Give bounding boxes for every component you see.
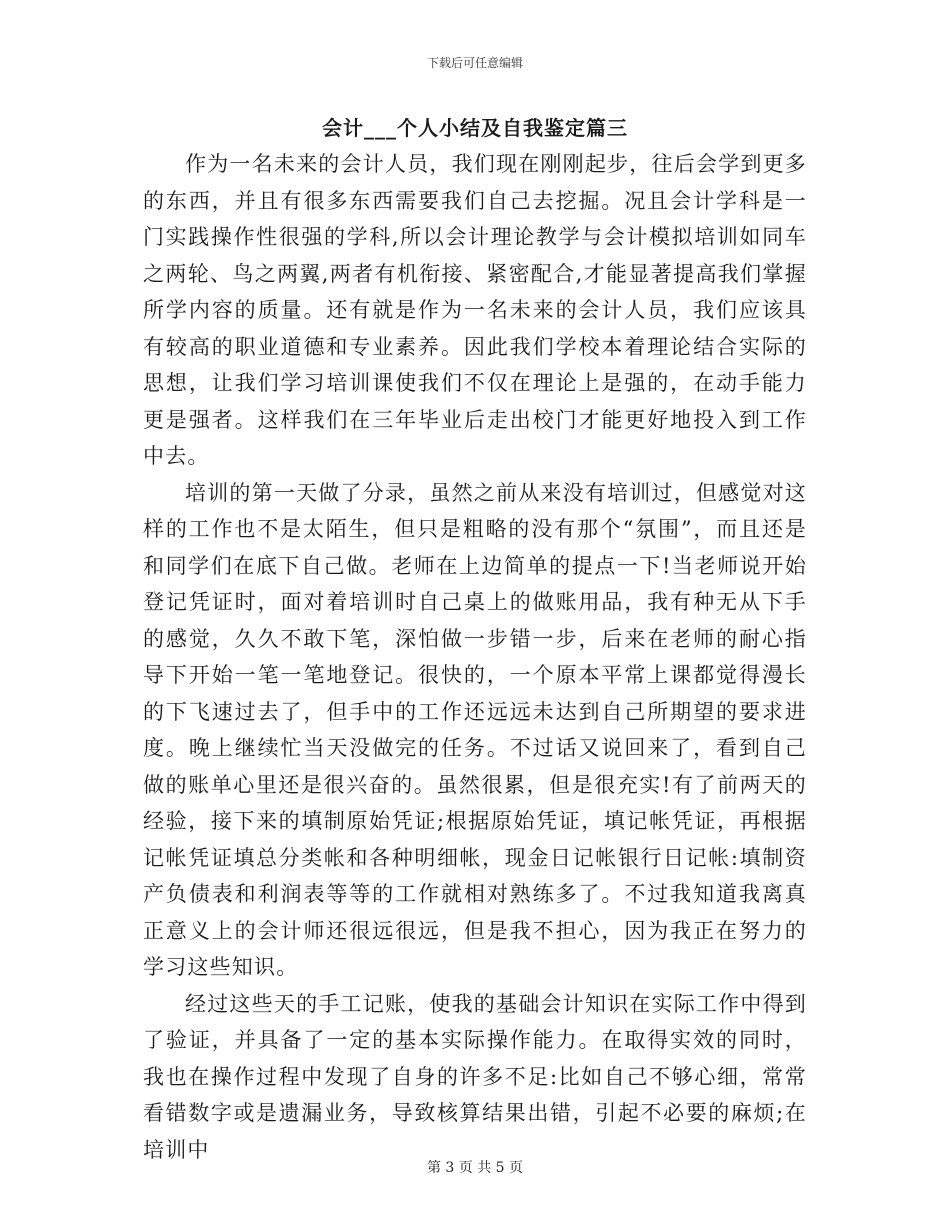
page-header: 下载后可任意编辑 [426,56,523,70]
document-body [143,146,807,1168]
paragraph-3: 经过这些天的手工记账，使我的基础会计知识在实际工作中得到了验证，并具备了一定的基本实际操作能力。在取得实效的同时，我也在操作过程中发现了自身的许多不足:比如自己不够心细，常常看错数字或是遗漏业务，导致核算结果出错，引起不必要的麻烦;在培训中 [143,991,807,1162]
paragraph-1: 作为一名未来的会计人员，我们现在刚刚起步，往后会学到更多的东西，并且有很多东西需要我们自己去挖掘。况且会计学科是一门实践操作性很强的学科,所以会计理论教学与会计模拟培训如同车之两轮、鸟之两翼,两者有机衔接、紧密配合,才能显著提高我们掌握所学内容的质量。还有就是作为一名未来的会计人员，我们应该具有较高的职业道德和专业素养。因此我们学校本着理论结合实际的思想，让我们学习培训课使我们不仅在理论上是强的，在动手能力更是强者。这样我们在三年毕业后走出校门才能更好地投入到工作中去。 [143,152,807,468]
document-title: 会计___个人小结及自我鉴定篇三 [322,116,628,140]
paragraph-2: 培训的第一天做了分录，虽然之前从来没有培训过，但感觉对这样的工作也不是太陌生，但只是粗略的没有那个“氛围”，而且还是和同学们在底下自己做。老师在上边简单的提点一下!当老师说开始登记凭证时，面对着培训时自己桌上的做账用品，我有种无从下手的感觉，久久不敢下笔，深怕做一步错一步，后来在老师的耐心指导下开始一笔一笔地登记。很快的，一个原本平常上课都觉得漫长的下飞速过去了，但手中的工作还远远未达到自己所期望的要求进度。晚上继续忙当天没做完的任务。不过话又说回来了，看到自己做的账单心里还是很兴奋的。虽然很累，但是很充实!有了前两天的经验，接下来的填制原始凭证;根据原始凭证，填记帐凭证，再根据记帐凭证填总分类帐和各种明细帐，现金日记帐银行日记帐:填制资产负债表和利润表等等的工作就相对熟练多了。不过我知道我离真正意义上的会计师还很远很远，但是我不担心，因为我正在努力的学习这些知识。 [143,480,807,979]
page-footer: 第 3 页 共 5 页 [426,1160,524,1176]
